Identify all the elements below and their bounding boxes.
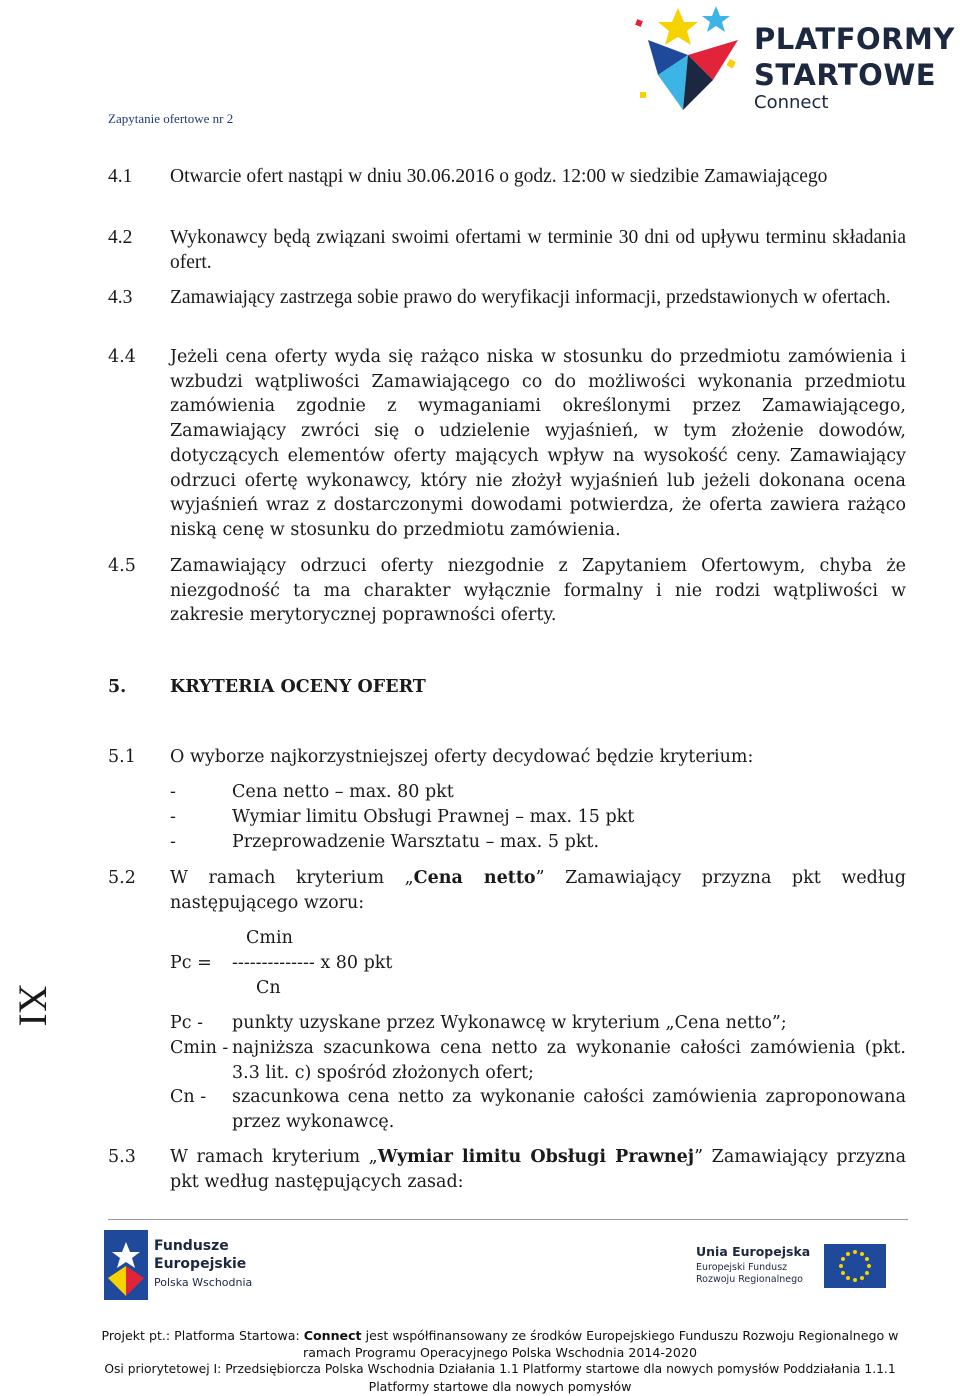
item-number: 5.2 — [108, 868, 136, 888]
item-text-pre: W ramach kryterium „ — [170, 1147, 378, 1167]
logo-line-2: STARTOWE — [754, 58, 937, 92]
item-text — [170, 1145, 906, 1194]
footer-line-1 — [100, 1327, 900, 1344]
item-text: O wyborze najkorzystniejszej oferty decydować będzie kryterium: — [170, 747, 754, 767]
formula-numerator: Cmin — [246, 928, 293, 948]
definition-text: punkty uzyskane przez Wykonawcę w kryterium „Cena netto”; — [232, 1013, 787, 1033]
eu-flag-icon — [824, 1244, 886, 1288]
eu-logo-line-2: Europejski Fundusz — [696, 1262, 788, 1273]
definition-term: Cn - — [170, 1087, 207, 1107]
item-number: 4.2 — [108, 227, 133, 248]
bullet-item: Cena netto – max. 80 pkt — [232, 782, 454, 802]
eu-logo — [688, 1238, 888, 1298]
bullet-dash: - — [170, 782, 176, 802]
fund-logo-line-3: Polska Wschodnia — [154, 1276, 253, 1289]
section-number: 5. — [108, 677, 127, 697]
footer-line-1-pre: Projekt pt.: Platforma Startowa: — [101, 1328, 304, 1343]
eu-logo-line-3: Rozwoju Regionalnego — [696, 1274, 803, 1285]
fund-logo-line-2: Europejskie — [154, 1256, 247, 1272]
document-header-label: Zapytanie ofertowe nr 2 — [108, 111, 234, 126]
criterion-name: Cena netto — [413, 868, 536, 888]
bullet-dash: - — [170, 807, 176, 827]
platformy-startowe-logo — [628, 0, 960, 118]
definition-term: Cmin - — [170, 1038, 229, 1058]
formula-lhs: Pc = — [170, 953, 212, 973]
item-text: Zamawiający odrzuci oferty niezgodnie z Zapytaniem Ofertowym, chyba że niezgodność ta ma charakter wyłącznie formalny i nie rodzi wątpliwości w zakresie merytorycznej poprawności oferty. — [170, 556, 906, 626]
item-text — [170, 866, 906, 915]
definition-text: najniższa szacunkowa cena netto za wykonanie całości zamówienia (pkt. 3.3 lit. c) spośród złożonych ofert; — [232, 1038, 906, 1083]
fundusze-europejskie-logo — [104, 1228, 304, 1308]
footer-line-2: ramach Programu Operacyjnego Polska Wschodnia 2014-2020 — [303, 1345, 697, 1360]
item-text: Otwarcie ofert nastąpi w dniu 30.06.2016 o godz. 12:00 w siedzibie Zamawiającego — [170, 166, 828, 187]
item-number: 4.1 — [108, 166, 133, 187]
bullet-item: Wymiar limitu Obsługi Prawnej – max. 15 pkt — [232, 807, 635, 827]
footer-divider — [108, 1219, 908, 1220]
side-page-marker: XI — [10, 984, 56, 1027]
footer-line-1-post: jest współfinansowany ze środków Europejskiego Funduszu Rozwoju Regionalnego w — [361, 1328, 899, 1343]
definition-term: Pc - — [170, 1013, 204, 1033]
item-text-post: ” Zamawiający przyzna pkt według następującego wzoru: — [170, 868, 907, 913]
item-text-pre: W ramach kryterium „ — [170, 868, 414, 888]
footer-line-4: Platformy startowe dla nowych pomysłów — [368, 1379, 632, 1394]
eu-logo-line-1: Unia Europejska — [696, 1244, 811, 1259]
item-number: 4.5 — [108, 556, 136, 576]
criterion-name: Wymiar limitu Obsługi Prawnej — [377, 1147, 695, 1167]
fund-logo-line-1: Fundusze — [154, 1238, 229, 1254]
formula-fraction: -------------- x 80 pkt — [232, 953, 393, 973]
fe-star-icon — [104, 1230, 148, 1300]
formula-denominator: Cn — [256, 978, 281, 998]
footer-line-1-bold: Connect — [303, 1328, 362, 1343]
item-text-post: ” Zamawiający przyzna pkt według następujących zasad: — [170, 1147, 907, 1192]
bullet-item: Przeprowadzenie Warsztatu – max. 5 pkt. — [232, 832, 600, 852]
section-title: KRYTERIA OCENY OFERT — [170, 677, 426, 697]
item-text: Jeżeli cena oferty wyda się rażąco niska w stosunku do przedmiotu zamówienia i wzbudzi wątpliwości Zamawiającego co do możliwości wykonania przedmiotu zamówienia zgodnie z wymaganiami określonymi przez Zamawiającego, Zamawiający zwróci się o udzielenie wyjaśnień, w tym złożenie dowodów, dotyczących elementów oferty mających wpływ na wysokość ceny. Zamawiający odrzuci ofertę wykonawcy, który nie złożył wyjaśnień lub jeżeli dokonana ocena wyjaśnień wraz z dostarczonymi dowodami potwierdza, że oferta zawiera rażąco niską cenę w stosunku do przedmiotu zamówienia. — [170, 347, 906, 540]
item-text: Zamawiający zastrzega sobie prawo do weryfikacji informacji, przedstawionych w ofertach. — [170, 287, 891, 308]
star-burst-icon — [628, 0, 748, 118]
logo-line-1: PLATFORMY — [754, 22, 955, 56]
item-number: 4.3 — [108, 287, 133, 308]
item-number: 4.4 — [108, 347, 136, 367]
item-number: 5.1 — [108, 747, 136, 767]
footer-line-3: Osi priorytetowej I: Przedsiębiorcza Polska Wschodnia Działania 1.1 Platformy startowe dla nowych pomysłów Poddziałania 1.1.1 — [104, 1362, 896, 1376]
bullet-dash: - — [170, 832, 176, 852]
definition-text: szacunkowa cena netto za wykonanie całości zamówienia zaproponowana przez wykonawcę. — [232, 1087, 906, 1132]
logo-line-3: Connect — [754, 92, 829, 113]
item-text: Wykonawcy będą związani swoimi ofertami w terminie 30 dni od upływu terminu składania ofert. — [170, 227, 906, 273]
item-number: 5.3 — [108, 1147, 136, 1167]
